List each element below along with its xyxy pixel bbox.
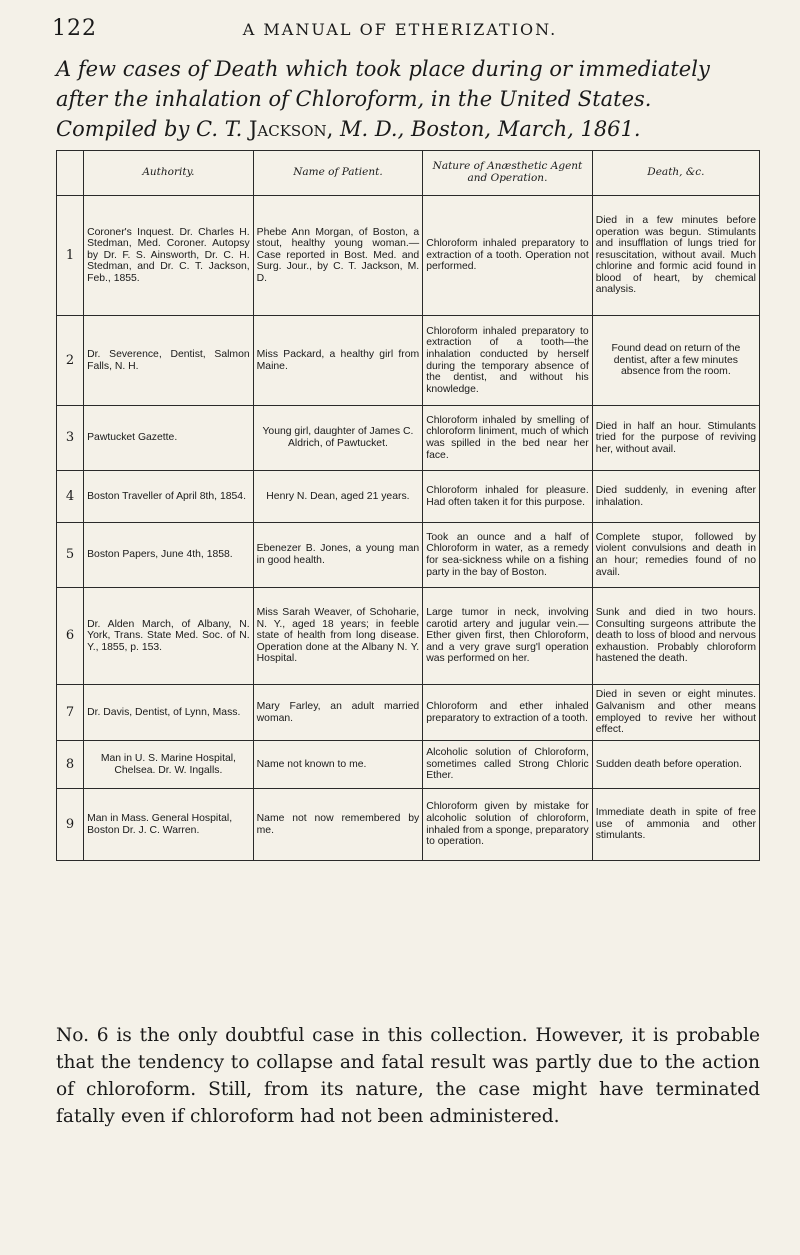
agent-cell: Chloroform and ether inhaled preparatory to extraction of a tooth.	[423, 685, 593, 741]
patient-cell: Mary Farley, an adult married woman.	[253, 685, 423, 741]
patient-cell: Miss Packard, a healthy girl from Maine.	[253, 316, 423, 406]
authority-cell: Dr. Alden March, of Albany, N. York, Trans. State Med. Soc. of N. Y., 1855, p. 153.	[84, 588, 254, 685]
case-number: 8	[57, 741, 84, 789]
table-row	[57, 588, 760, 685]
patient-cell: Name not known to me.	[253, 741, 423, 789]
agent-cell: Chloroform inhaled by smelling of chloroform liniment, much of which was spilled in the bed near her face.	[423, 406, 593, 471]
table-row	[57, 789, 760, 861]
case-number: 1	[57, 196, 84, 316]
case-number: 3	[57, 406, 84, 471]
table-header-row	[57, 151, 760, 196]
header-patient: Name of Patient.	[253, 151, 423, 196]
title-line-3	[56, 114, 756, 144]
death-cell: Found dead on return of the dentist, after a few minutes absence from the room.	[592, 316, 759, 406]
page-number: 122	[52, 16, 97, 41]
authority-cell: Pawtucket Gazette.	[84, 406, 254, 471]
death-cell: Died in seven or eight minutes. Galvanism and other means employed to revive her without effect.	[592, 685, 759, 741]
authority-cell: Coroner's Inquest. Dr. Charles H. Stedman, Med. Coroner. Autopsy by Dr. F. S. Ainsworth, Dr. C. H. Stedman, and Dr. C. T. Jackson, Feb., 1855.	[84, 196, 254, 316]
agent-cell: Chloroform inhaled for pleasure. Had often taken it for this purpose.	[423, 471, 593, 523]
agent-cell: Took an ounce and a half of Chloroform in water, as a remedy for sea-sickness while on a fishing party in the bay of Boston.	[423, 523, 593, 588]
title-line-3-prefix: Compiled by C. T.	[56, 117, 243, 141]
commentary-paragraph: No. 6 is the only doubtful case in this collection. However, it is probable that the tendency to collapse and fatal result was partly due to the action of chloroform. Still, from its nature, the case might have terminated fatally even if chloroform had not been administered.	[56, 1025, 760, 1127]
authority-cell: Dr. Severence, Dentist, Salmon Falls, N. H.	[84, 316, 254, 406]
patient-cell: Henry N. Dean, aged 21 years.	[253, 471, 423, 523]
agent-cell: Large tumor in neck, involving carotid artery and jugular vein.— Ether given first, then Chloroform, and a very grave surg'l operation was performed on her.	[423, 588, 593, 685]
table-row	[57, 471, 760, 523]
case-number: 7	[57, 685, 84, 741]
authority-cell: Man in Mass. General Hospital, Boston Dr. J. C. Warren.	[84, 789, 254, 861]
case-number: 6	[57, 588, 84, 685]
table-row	[57, 406, 760, 471]
header-death: Death, &c.	[592, 151, 759, 196]
section-title	[56, 54, 756, 144]
death-cell: Died in a few minutes before operation was begun. Stimulants and insufflation of lungs tried for resuscitation, without avail. Much chlorine and formic acid found in blood of heart, by chemical analysis.	[592, 196, 759, 316]
authority-cell: Man in U. S. Marine Hospital, Chelsea. Dr. W. Ingalls.	[84, 741, 254, 789]
table-row	[57, 685, 760, 741]
authority-cell: Boston Papers, June 4th, 1858.	[84, 523, 254, 588]
header-number	[57, 151, 84, 196]
death-cell: Sudden death before operation.	[592, 741, 759, 789]
agent-cell: Chloroform inhaled preparatory to extraction of a tooth—the inhalation conducted by herself during the temporary absence of the dentist, and without his knowledge.	[423, 316, 593, 406]
page-header	[0, 12, 800, 42]
death-cell: Sunk and died in two hours. Consulting surgeons attribute the death to loss of blood and nervous exhaustion. Probably chloroform hastened the death.	[592, 588, 759, 685]
header-agent: Nature of Anæsthetic Agent and Operation.	[423, 151, 593, 196]
patient-cell: Ebenezer B. Jones, a young man in good health.	[253, 523, 423, 588]
case-number: 5	[57, 523, 84, 588]
agent-cell: Alcoholic solution of Chloroform, sometimes called Strong Chloric Ether.	[423, 741, 593, 789]
case-number: 4	[57, 471, 84, 523]
table-row	[57, 523, 760, 588]
table-row	[57, 316, 760, 406]
agent-cell: Chloroform inhaled preparatory to extraction of a tooth. Operation not performed.	[423, 196, 593, 316]
title-line-2: after the inhalation of Chloroform, in the United States.	[56, 87, 652, 111]
authority-cell: Boston Traveller of April 8th, 1854.	[84, 471, 254, 523]
table-row	[57, 196, 760, 316]
table-row	[57, 741, 760, 789]
death-cell: Complete stupor, followed by violent convulsions and death in an hour; remedies found of no avail.	[592, 523, 759, 588]
patient-cell: Name not now remembered by me.	[253, 789, 423, 861]
death-cell: Immediate death in spite of free use of ammonia and other stimulants.	[592, 789, 759, 861]
case-number: 2	[57, 316, 84, 406]
patient-cell: Miss Sarah Weaver, of Schoharie, N. Y., aged 18 years; in feeble state of health from long disease. Operation done at the Albany N. Y. Hospital.	[253, 588, 423, 685]
patient-cell: Phebe Ann Morgan, of Boston, a stout, healthy young woman.— Case reported in Bost. Med. and Surg. Jour., by C. T. Jackson, M. D.	[253, 196, 423, 316]
death-cell: Died in half an hour. Stimulants tried for the purpose of reviving her, without avail.	[592, 406, 759, 471]
agent-cell: Chloroform given by mistake for alcoholic solution of chloroform, inhaled from a sponge, preparatory to operation.	[423, 789, 593, 861]
title-author: Jackson,	[248, 117, 334, 141]
header-authority: Authority.	[84, 151, 254, 196]
patient-cell: Young girl, daughter of James C. Aldrich, of Pawtucket.	[253, 406, 423, 471]
death-cell: Died suddenly, in evening after inhalation.	[592, 471, 759, 523]
authority-cell: Dr. Davis, Dentist, of Lynn, Mass.	[84, 685, 254, 741]
title-line-3-suffix: M. D., Boston, March, 1861.	[339, 117, 641, 141]
running-head: A MANUAL OF ETHERIZATION.	[242, 20, 558, 39]
case-number: 9	[57, 789, 84, 861]
death-cases-table	[56, 150, 760, 861]
title-line-1: A few cases of Death which took place during or immediately	[56, 57, 710, 81]
